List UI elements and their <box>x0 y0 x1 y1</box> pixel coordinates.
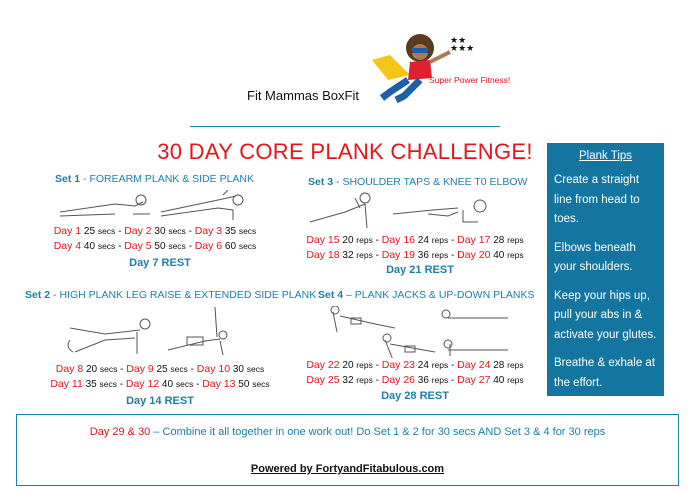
day-unit: secs <box>99 379 117 389</box>
day-unit: reps <box>356 250 373 260</box>
plank-jacks-illustration <box>325 306 435 358</box>
day-value: 25 <box>153 364 171 375</box>
separator: - <box>448 375 458 386</box>
day-value: 25 <box>81 226 98 237</box>
day-value: 36 <box>415 375 432 386</box>
day-value: 20 <box>339 360 357 371</box>
set-3-rest: Day 21 REST <box>386 264 454 276</box>
day-value: 32 <box>339 375 357 386</box>
day-label: Day 26 <box>381 374 416 386</box>
day-label: Day 22 <box>306 359 340 371</box>
set-2-heading: Set 2 - HIGH PLANK LEG RAISE & EXTENDED SIDE PLANK <box>25 289 317 301</box>
separator: - <box>185 241 195 252</box>
extended-side-plank-illustration <box>165 305 235 359</box>
day-label: Day 20 <box>457 249 491 261</box>
day-schedule-line <box>30 224 280 239</box>
up-down-plank-illustration <box>438 306 518 356</box>
day-unit: secs <box>168 241 186 251</box>
set-4-days <box>290 358 540 388</box>
day-unit: secs <box>175 379 194 389</box>
day-unit: secs <box>97 241 116 251</box>
tip-item: Elbows beneath your shoulders. <box>554 241 636 273</box>
day-unit: reps <box>507 235 524 245</box>
day-value: 20 <box>83 364 100 375</box>
separator: - <box>115 226 125 237</box>
day-label: Day 1 <box>53 225 82 237</box>
day-unit: secs <box>168 226 186 236</box>
day-label: Day 12 <box>125 378 160 390</box>
forearm-plank-illustration <box>55 192 155 224</box>
day-value: 32 <box>339 250 357 261</box>
day-value: 40 <box>81 241 98 252</box>
set-1-rest: Day 7 REST <box>129 257 191 269</box>
knee-to-elbow-illustration <box>388 192 493 228</box>
day-label: Day 5 <box>124 240 152 252</box>
day-label: Day 24 <box>457 359 491 371</box>
day-label: Day 16 <box>381 234 416 246</box>
day-unit: reps <box>507 375 524 385</box>
day-value: 24 <box>415 360 432 371</box>
tip-item: Keep your hips up, pull your abs in & activate your glutes. <box>554 289 657 341</box>
day-label: Day 3 <box>194 225 223 237</box>
day-value: 36 <box>415 250 432 261</box>
day-label: Day 13 <box>202 378 236 390</box>
separator: - <box>372 235 382 246</box>
separator: - <box>193 379 203 390</box>
day-value: 60 <box>222 241 239 252</box>
day-unit: reps <box>356 360 373 370</box>
day-unit: reps <box>431 250 449 260</box>
day-label: Day 4 <box>53 240 82 252</box>
day-value: 20 <box>339 235 357 246</box>
day-label: Day 23 <box>381 359 416 371</box>
day-unit: reps <box>356 375 373 385</box>
day-unit: reps <box>356 235 373 245</box>
day-label: Day 8 <box>55 363 84 375</box>
stars-icon: ★★ ★★★ <box>450 35 475 53</box>
header-divider <box>190 126 500 127</box>
day-value: 40 <box>159 379 176 390</box>
day-value: 35 <box>82 379 100 390</box>
set-4-heading: Set 4 – PLANK JACKS & UP-DOWN PLANKS <box>318 289 535 301</box>
day-schedule-line <box>30 362 290 377</box>
powered-by-link[interactable]: Powered by FortyandFitabulous.com <box>250 463 445 475</box>
separator: - <box>372 375 382 386</box>
separator: - <box>185 226 195 237</box>
plank-tips-panel <box>547 143 664 396</box>
day-value: 40 <box>490 250 508 261</box>
separator: - <box>187 364 197 375</box>
day-label: Day 25 <box>306 374 340 386</box>
separator: - <box>448 250 458 261</box>
day-schedule-line <box>30 239 280 254</box>
day-unit: reps <box>507 250 524 260</box>
separator: - <box>372 360 382 371</box>
tip-item: Breathe & exhale at the effort. <box>554 357 656 389</box>
day-label: Day 15 <box>306 234 340 246</box>
set-3-days <box>295 233 535 263</box>
final-days-text: Day 29 & 30 – Combine it all together in one work out! Do Set 1 & 2 for 30 secs AND Set 3 & 4 for 30 reps <box>89 426 606 438</box>
day-schedule-line <box>290 373 540 388</box>
day-label: Day 2 <box>124 225 152 237</box>
day-unit: secs <box>97 226 116 236</box>
day-unit: reps <box>507 360 524 370</box>
shoulder-taps-illustration <box>305 190 385 232</box>
day-schedule-line <box>290 358 540 373</box>
separator: - <box>115 241 125 252</box>
day-value: 24 <box>415 235 432 246</box>
day-unit: secs <box>170 364 188 374</box>
separator: - <box>448 235 458 246</box>
brand-name: Fit Mammas BoxFit <box>247 88 359 103</box>
separator: - <box>117 364 127 375</box>
day-schedule-line <box>30 377 290 392</box>
day-value: 30 <box>230 364 247 375</box>
day-value: 30 <box>151 226 169 237</box>
set-2-rest: Day 14 REST <box>126 395 194 407</box>
day-unit: reps <box>431 235 449 245</box>
day-value: 40 <box>490 375 508 386</box>
plank-tips-heading: Plank Tips <box>578 150 633 162</box>
day-value: 35 <box>222 226 239 237</box>
set-2-days <box>30 362 290 392</box>
separator: - <box>116 379 126 390</box>
high-plank-leg-raise-illustration <box>65 312 155 358</box>
day-schedule-line <box>295 233 535 248</box>
day-label: Day 11 <box>50 378 83 390</box>
set-1-days <box>30 224 280 254</box>
page-title: 30 DAY CORE PLANK CHALLENGE! <box>157 139 533 164</box>
day-value: 28 <box>490 360 508 371</box>
day-unit: secs <box>252 379 270 389</box>
tagline: Super Power Fitness! <box>429 75 511 85</box>
day-label: Day 17 <box>457 234 491 246</box>
tip-item: Create a straight line from head to toes. <box>554 174 640 225</box>
day-value: 28 <box>490 235 508 246</box>
set-1-heading: Set 1 - FOREARM PLANK & SIDE PLANK <box>55 173 254 185</box>
set-4-rest: Day 28 REST <box>381 390 449 402</box>
separator: - <box>372 250 382 261</box>
day-unit: secs <box>246 364 265 374</box>
final-days-box <box>16 414 679 486</box>
day-label: Day 10 <box>196 363 231 375</box>
day-label: Day 27 <box>457 374 491 386</box>
day-label: Day 6 <box>194 240 223 252</box>
day-unit: reps <box>431 360 449 370</box>
side-plank-illustration <box>158 190 248 226</box>
day-label: Day 9 <box>126 363 154 375</box>
day-label: Day 18 <box>306 249 340 261</box>
separator: - <box>448 360 458 371</box>
day-schedule-line <box>295 248 535 263</box>
day-unit: secs <box>238 241 257 251</box>
day-label: Day 19 <box>381 249 416 261</box>
day-unit: secs <box>99 364 118 374</box>
day-unit: reps <box>431 375 449 385</box>
set-3-heading: Set 3 - SHOULDER TAPS & KNEE T0 ELBOW <box>308 176 528 188</box>
day-unit: secs <box>238 226 257 236</box>
day-value: 50 <box>235 379 253 390</box>
day-value: 50 <box>151 241 169 252</box>
